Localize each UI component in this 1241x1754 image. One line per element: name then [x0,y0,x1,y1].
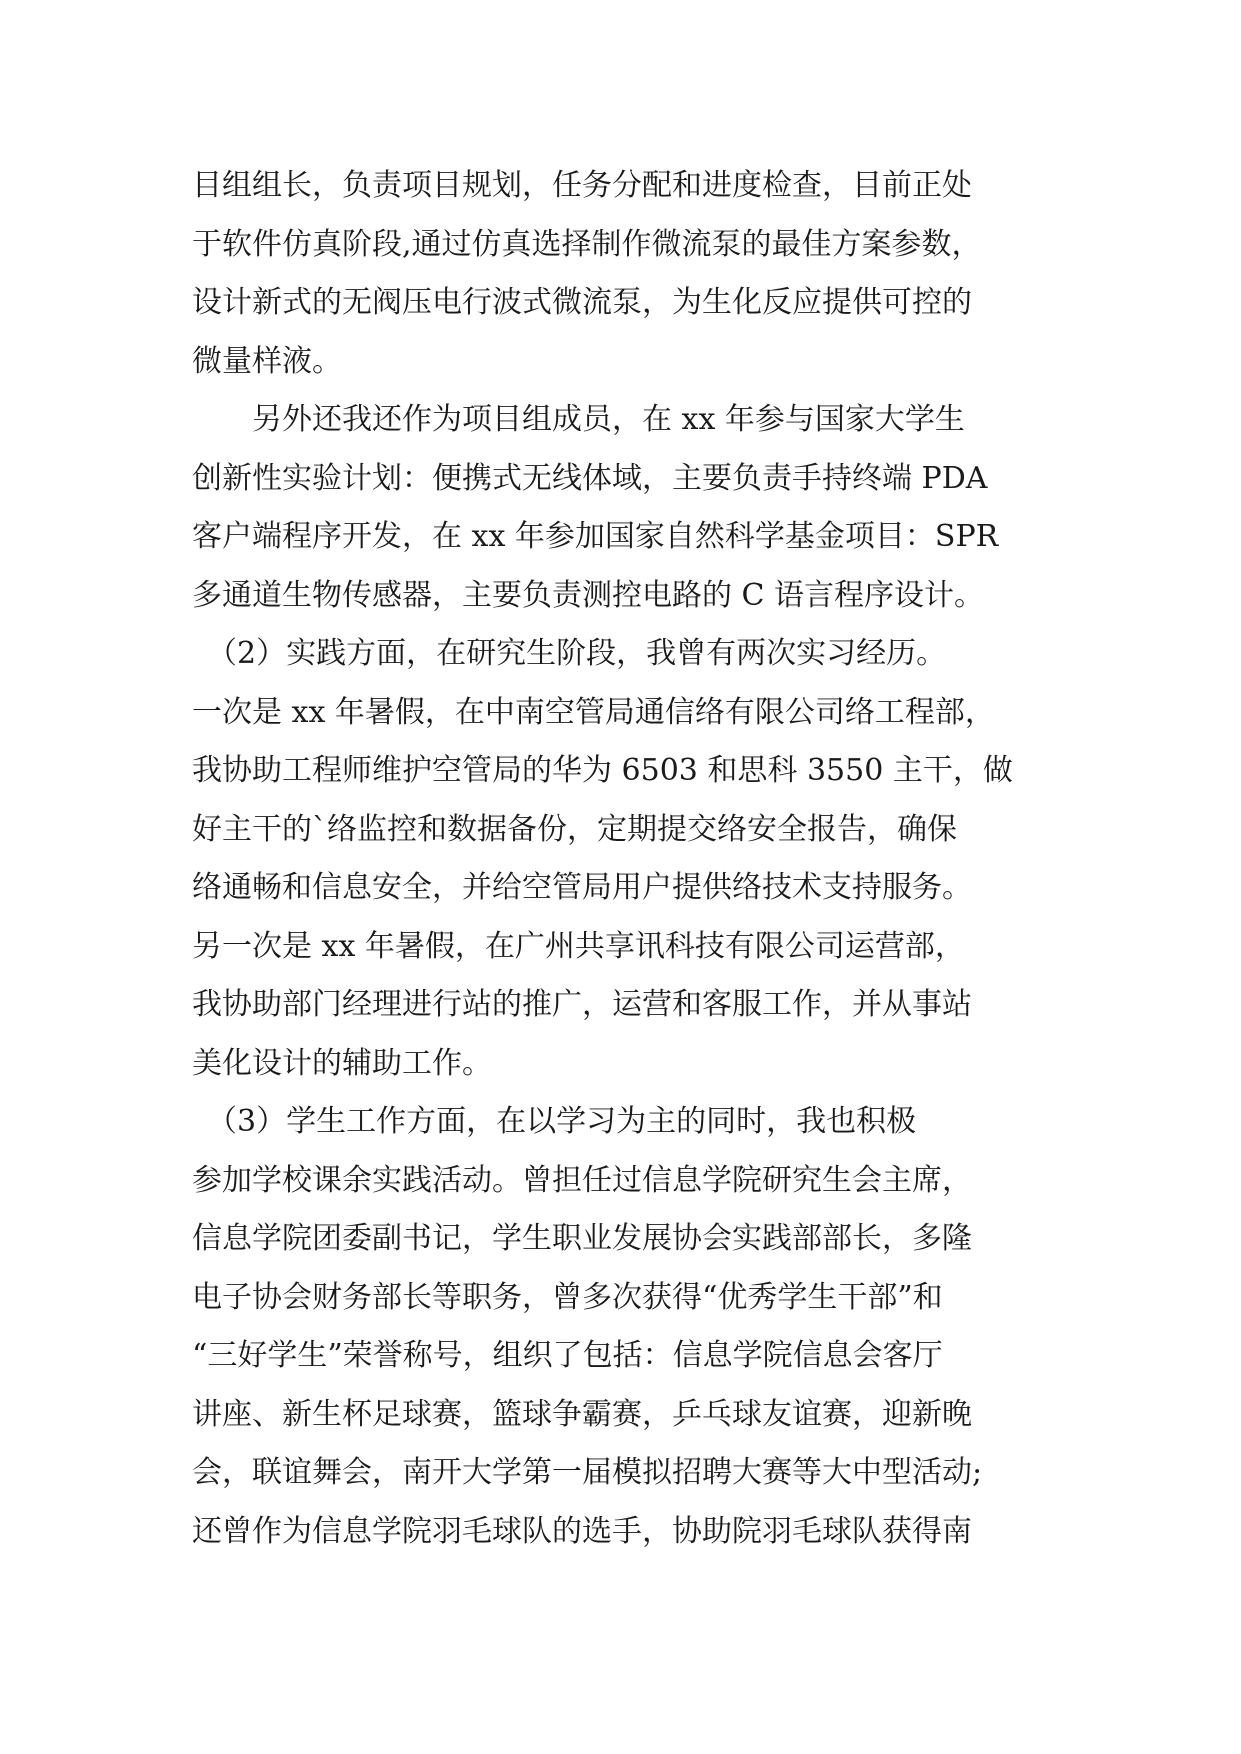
text-line: 客户端程序开发，在 xx 年参加国家自然科学基金项目：SPR [192,519,999,554]
text-line: 另外还我还作为项目组成员，在 xx 年参与国家大学生 [192,402,965,437]
text-line: 另一次是 xx 年暑假，在广州共享讯科技有限公司运营部， [192,928,965,964]
text-line: 多通道生物传感器，主要负责测控电路的 C 语言程序设计。 [192,577,985,613]
text-line: 我协助部门经理进行站的推广，运营和客服工作，并从事站 [192,987,972,1022]
text-line: “三好学生”荣誉称号，组织了包括：信息学院信息会客厅 [192,1338,943,1373]
text-line: 信息学院团委副书记，学生职业发展协会实践部部长，多隆 [192,1221,972,1256]
text-line: 好主干的`络监控和数据备份，定期提交络安全报告，确保 [192,811,957,847]
document-body [192,157,1092,1561]
text-line: 会，联谊舞会，南开大学第一届模拟招聘大赛等大中型活动; [192,1455,983,1490]
text-line: 微量样液。 [192,343,342,379]
text-line: （2）实践方面，在研究生阶段，我曾有两次实习经历。 [192,636,947,671]
text-line: 创新性实验计划：便携式无线体域，主要负责手持终端 PDA [192,460,988,496]
text-line: 一次是 xx 年暑假，在中南空管局通信络有限公司络工程部， [192,694,995,730]
text-line: 还曾作为信息学院羽毛球队的选手，协助院羽毛球队获得南 [192,1513,972,1549]
text-line: 络通畅和信息安全，并给空管局用户提供络技术支持服务。 [192,870,972,905]
text-line: 美化设计的辅助工作。 [192,1045,492,1081]
text-line: 于软件仿真阶段,通过仿真选择制作微流泵的最佳方案参数， [192,226,982,262]
text-line: 电子协会财务部长等职务，曾多次获得“优秀学生干部”和 [192,1279,943,1315]
text-line: 目组组长，负责项目规划，任务分配和进度检查，目前正处 [192,168,972,203]
text-line: （3）学生工作方面，在以学习为主的同时，我也积极 [192,1104,917,1139]
text-line: 我协助工程师维护空管局的华为 6503 和思科 3550 主干，做 [192,753,1013,788]
text-line: 讲座、新生杯足球赛，篮球争霸赛，乒乓球友谊赛，迎新晚 [192,1396,972,1432]
text-line: 设计新式的无阀压电行波式微流泵，为生化反应提供可控的 [192,285,972,320]
text-line: 参加学校课余实践活动。曾担任过信息学院研究生会主席， [192,1162,972,1198]
